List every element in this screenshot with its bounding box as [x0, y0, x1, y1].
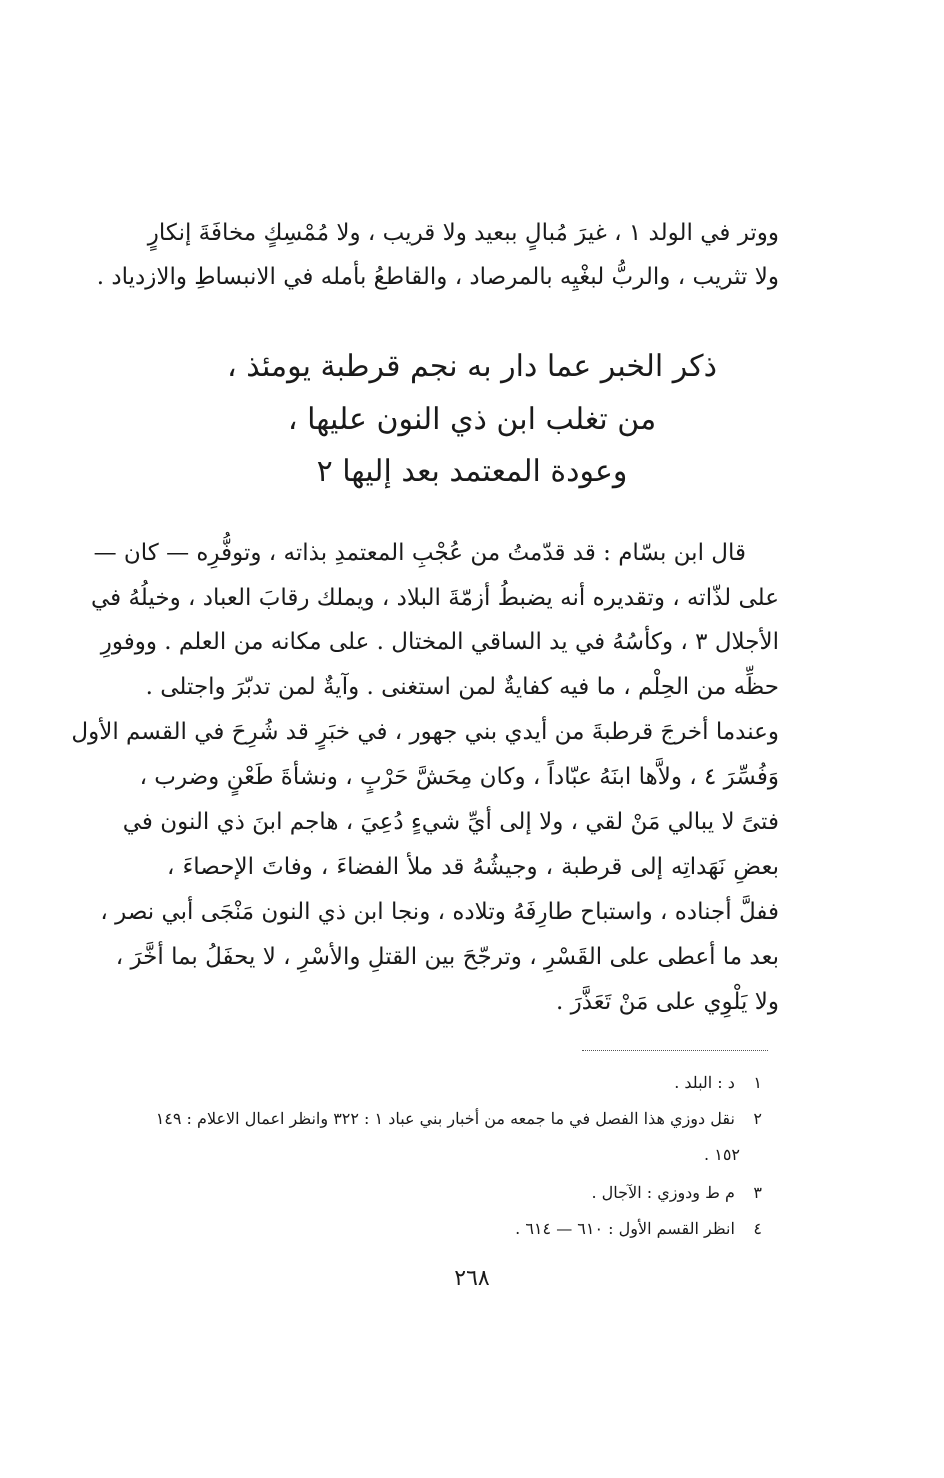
footnote-3 — [592, 1182, 763, 1204]
footnote-number: ٢ — [753, 1109, 762, 1128]
page-number: ٢٦٨ — [454, 1266, 490, 1291]
body-line-10: بعد ما أعطى على القَسْرِ ، وترجّحَ بين القتلِ والأسْرِ ، لا يحفَلُ بما أخَّرَ ، — [115, 944, 779, 970]
section-heading-line-3: وعودة المعتمد بعد إليها ٢ — [316, 454, 628, 489]
body-line-7: فتىً لا يبالي مَنْ لقي ، ولا إلى أيِّ شيءٍ دُعِيَ ، هاجم ابنَ ذي النون في — [122, 809, 779, 835]
body-line-1: قال ابن بسّام : قد قدّمتُ من عُجْبِ المعتمدِ بذاته ، وتوفُّرِه — كان — — [93, 540, 746, 566]
footnote-number: ٤ — [753, 1219, 762, 1238]
footnote-4 — [515, 1218, 762, 1240]
footnote-number: ١ — [753, 1073, 762, 1092]
footnote-text: ١٥٢ . — [704, 1145, 740, 1164]
body-line-8: بعضِ نَهَداتِه إلى قرطبة ، وجيشُهُ قد ملأ الفضاءَ ، وفاتَ الإحصاءَ ، — [167, 854, 779, 880]
body-line-4: حظِّه من الحِلْم ، ما فيه كفايةٌ لمن استغنى . وآيةٌ لمن تدبّرَ واجتلى . — [145, 674, 779, 700]
footnote-1 — [674, 1072, 762, 1094]
body-line-2: على لذّاته ، وتقديره أنه يضبطُ أزمّةَ البلاد ، ويملك رقابَ العباد ، وخيلُهُ في — [90, 585, 779, 611]
body-line-3: الأجلال ٣ ، وكأسُهُ في يد الساقي المختال . على مكانه من العلم . ووفورِ — [100, 629, 779, 655]
footnote-text: د : البلد . — [674, 1073, 735, 1092]
footnote-text: م ط ودوزي : الآجال . — [591, 1183, 735, 1202]
footnote-2 — [156, 1108, 762, 1130]
body-line-6: وَفُسِّرَ ٤ ، ولاَّها ابنَهُ عبّاداً ، وكان مِحَشَّ حَرْبٍ ، ونشأةَ طَعْنٍ وضرب ، — [139, 764, 779, 790]
footnote-text: نقل دوزي هذا الفصل في ما جمعه من أخبار بني عباد ١ : ٣٢٢ وانظر اعمال الاعلام : ١٤٩ — [155, 1109, 735, 1128]
footnote-number: ٣ — [753, 1183, 762, 1202]
intro-line-1: ووتر في الولد ١ ، غيرَ مُبالٍ ببعيد ولا قريب ، ولا مُمْسِكٍ مخافَةَ إنكارٍ — [147, 220, 779, 246]
body-line-5: وعندما أخرجَ قرطبةَ من أيدي بني جهور ، في خبَرٍ قد شُرِحَ في القسم الأول — [71, 719, 779, 745]
footnote-2-continuation — [704, 1144, 740, 1166]
footnote-text: انظر القسم الأول : ٦١٠ — ٦١٤ . — [515, 1219, 735, 1238]
body-line-11: ولا يَلْوِي على مَنْ تَعَذَّرَ . — [555, 989, 779, 1015]
footnote-separator — [582, 1050, 768, 1051]
intro-line-2: ولا تثريب ، والربُّ لبغْيِه بالمرصاد ، والقاطعُ بأمله في الانبساطِ والازدياد . — [96, 264, 779, 290]
body-line-9: ففلَّ أجناده ، واستباح طارِفَهُ وتلاده ، ونجا ابن ذي النون مَنْجَى أبي نصر ، — [100, 899, 779, 925]
section-heading-line-2: من تغلب ابن ذي النون عليها ، — [287, 402, 657, 437]
section-heading-line-1: ذكر الخبر عما دار به نجم قرطبة يومئذ ، — [227, 349, 717, 384]
